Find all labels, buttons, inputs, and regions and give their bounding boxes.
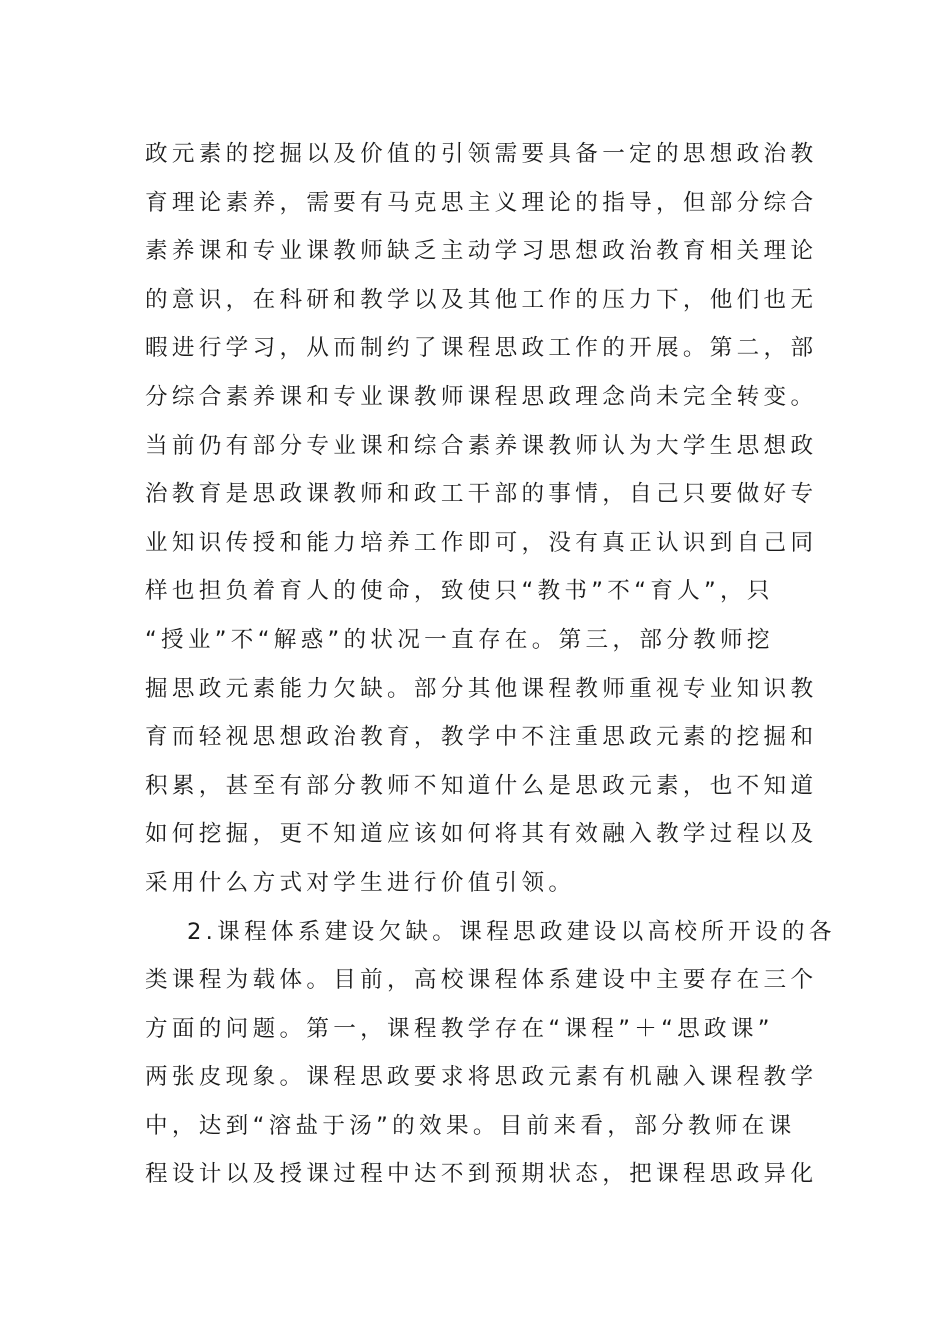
text-line: 中，达到“溶盐于汤”的效果。目前来看，部分教师在课 bbox=[145, 1112, 796, 1139]
body-text bbox=[145, 130, 836, 1199]
text-line: 类课程为载体。目前，高校课程体系建设中主要存在三个 bbox=[145, 967, 818, 994]
text-line: 育理论素养，需要有马克思主义理论的指导，但部分综合 bbox=[145, 189, 818, 216]
text-line: 积累，甚至有部分教师不知道什么是思政元素，也不知道 bbox=[145, 772, 818, 799]
text-line: 政元素的挖掘以及价值的引领需要具备一定的思想政治教 bbox=[145, 141, 818, 167]
text-line: 素养课和专业课教师缺乏主动学习思想政治教育相关理论 bbox=[145, 238, 818, 265]
text-line: 当前仍有部分专业课和综合素养课教师认为大学生思想政 bbox=[145, 432, 818, 459]
text-line: “授业”不“解惑”的状况一直存在。第三，部分教师挖 bbox=[145, 626, 774, 653]
text-line: 治教育是思政课教师和政工干部的事情，自己只要做好专 bbox=[145, 481, 818, 508]
text-line: 程设计以及授课过程中达不到预期状态，把课程思政异化 bbox=[145, 1161, 818, 1188]
text-line: 分综合素养课和专业课教师课程思政理念尚未完全转变。 bbox=[145, 383, 818, 410]
text-line: 采用什么方式对学生进行价值引领。 bbox=[145, 869, 576, 896]
text-line: 业知识传授和能力培养工作即可，没有真正认识到自己同 bbox=[145, 529, 818, 556]
text-line: 两张皮现象。课程思政要求将思政元素有机融入课程教学 bbox=[145, 1064, 818, 1091]
text-line: 的意识，在科研和教学以及其他工作的压力下，他们也无 bbox=[145, 286, 818, 313]
text-line: 育而轻视思想政治教育，教学中不注重思政元素的挖掘和 bbox=[145, 724, 818, 751]
text-line: 方面的问题。第一，课程教学存在“课程”＋“思政课” bbox=[145, 1015, 774, 1042]
text-line: 样也担负着育人的使命，致使只“教书”不“育人”，只 bbox=[145, 578, 774, 605]
text-line: 掘思政元素能力欠缺。部分其他课程教师重视专业知识教 bbox=[145, 675, 818, 702]
text-line: 暇进行学习，从而制约了课程思政工作的开展。第二，部 bbox=[145, 335, 818, 362]
paragraph-start-line: 2.课程体系建设欠缺。课程思政建设以高校所开设的各 bbox=[187, 918, 836, 945]
text-line: 如何挖掘，更不知道应该如何将其有效融入教学过程以及 bbox=[145, 821, 818, 848]
